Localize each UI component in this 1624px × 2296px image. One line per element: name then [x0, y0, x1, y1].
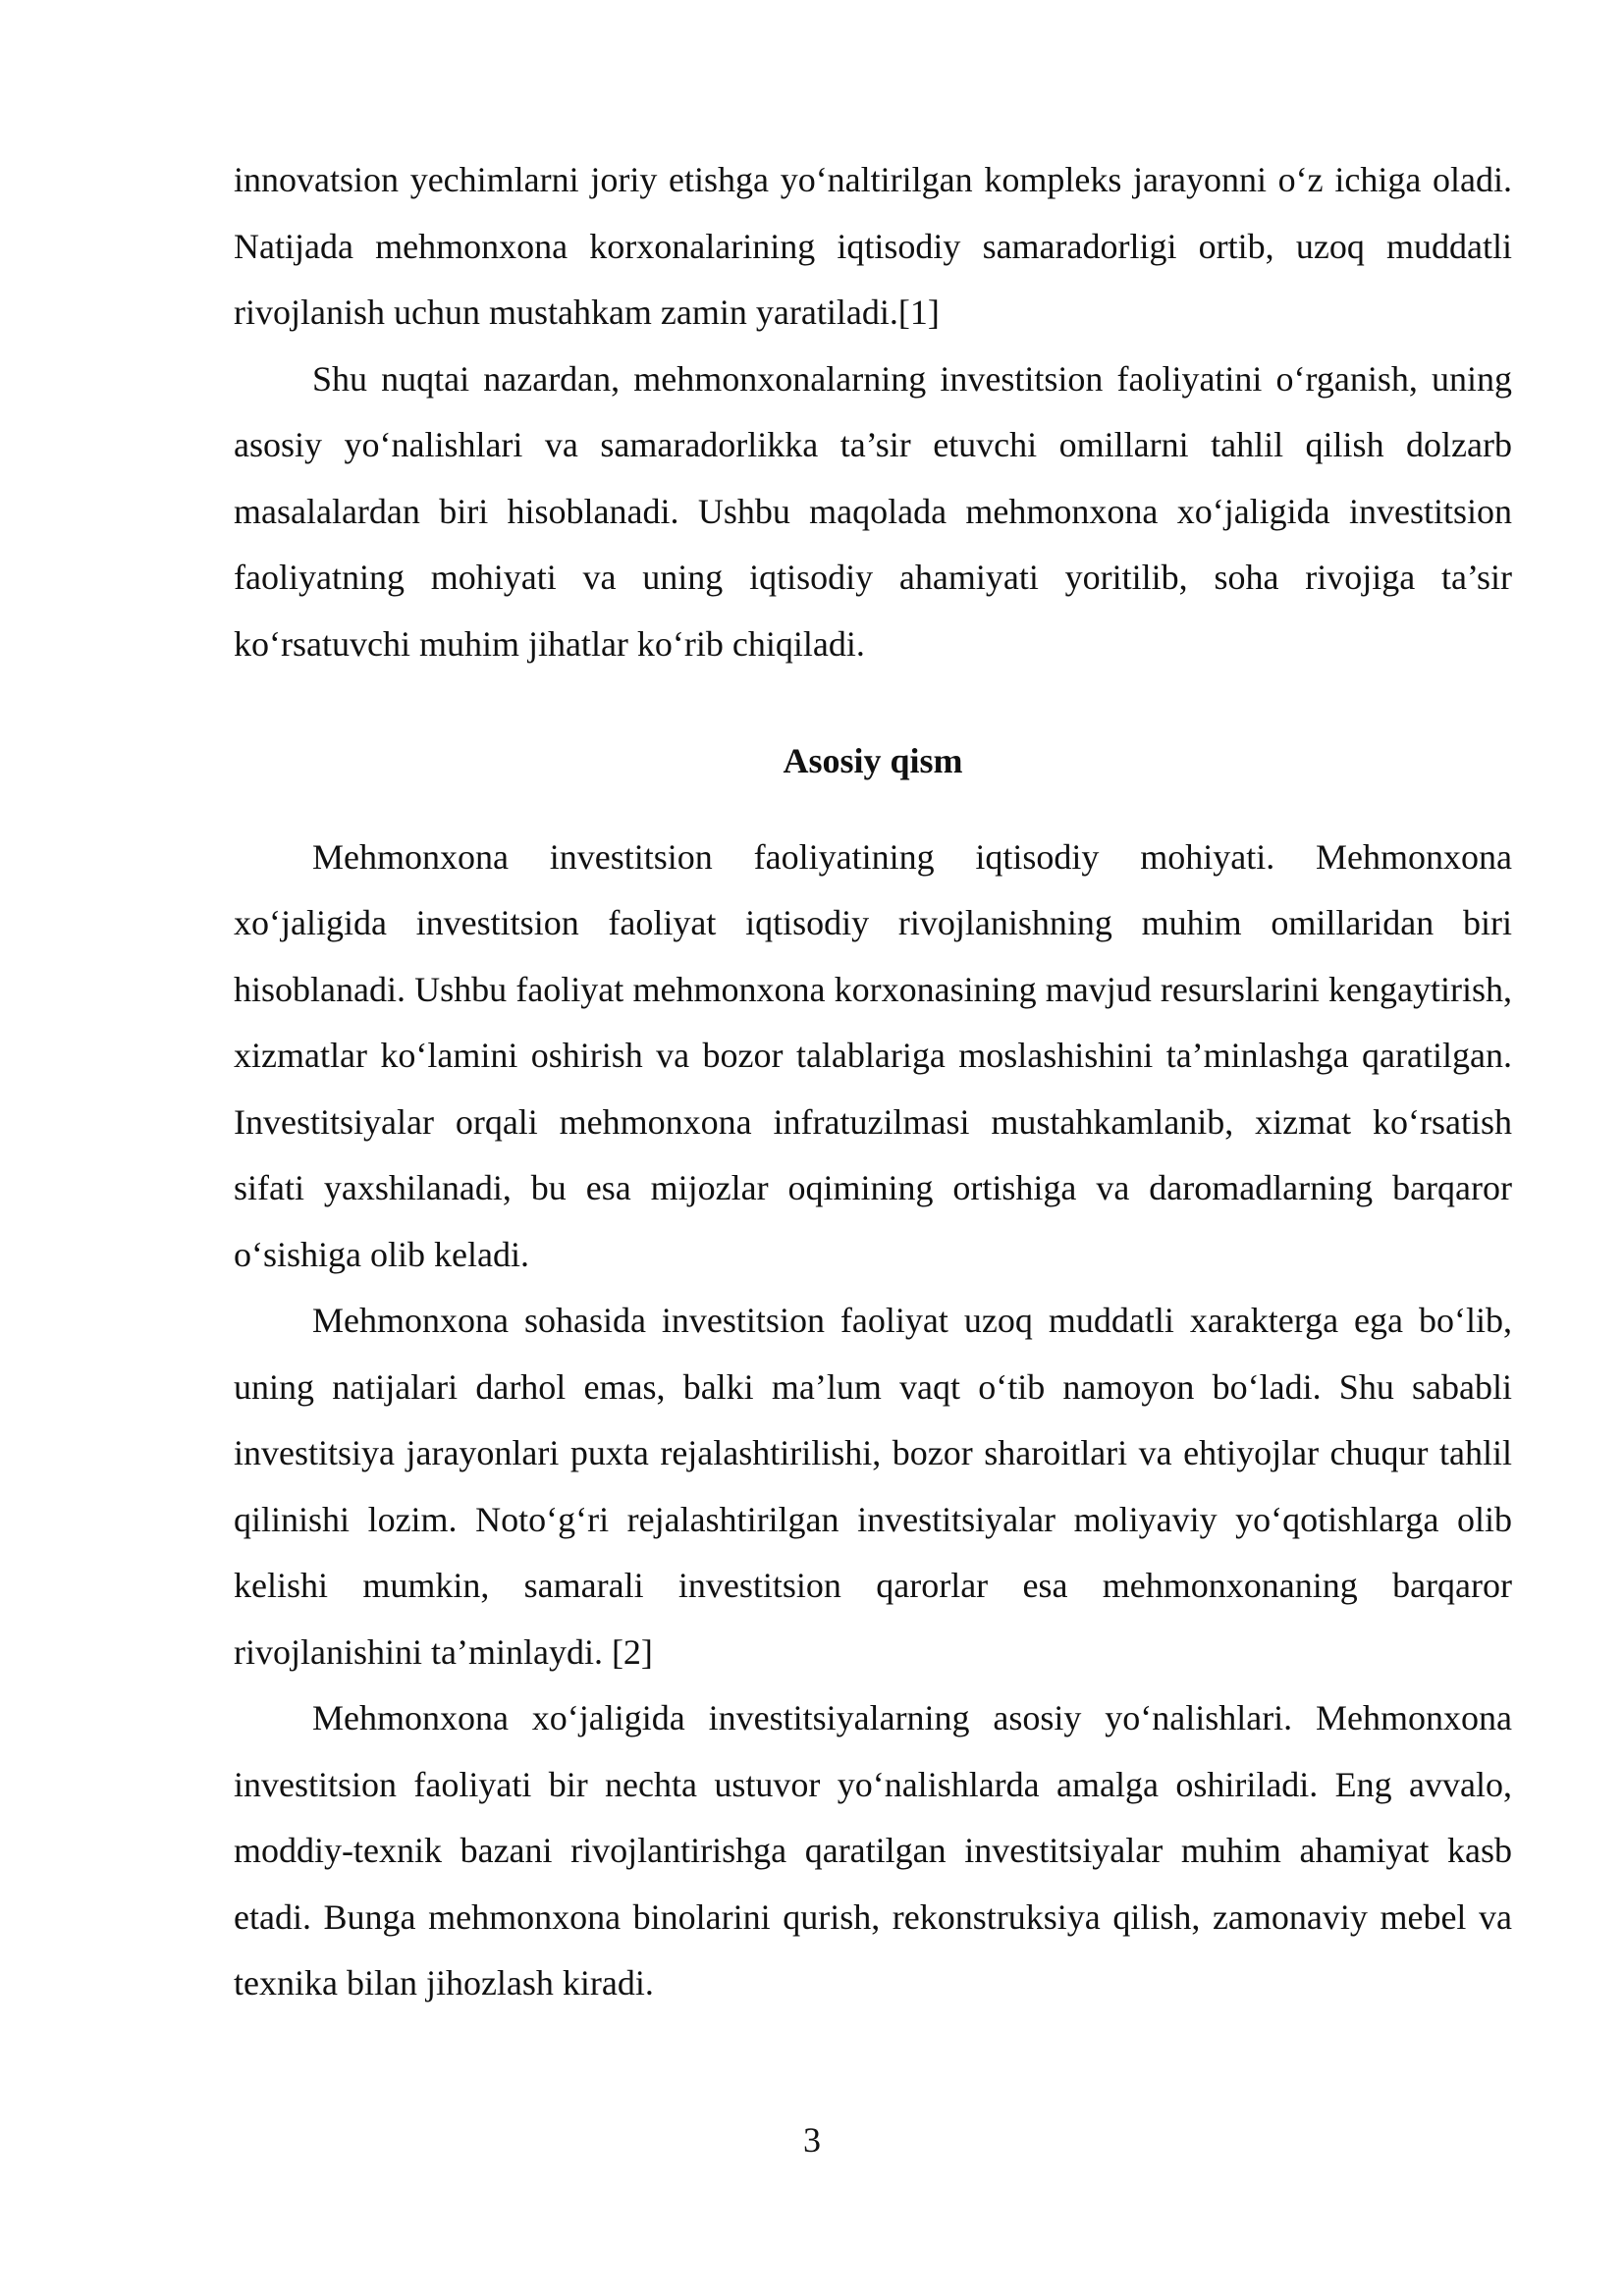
paragraph-intro-relevance: Shu nuqtai nazardan, mehmonxonalarning investitsion faoliyatini o‘rganish, uning asosiy yo‘nalishlari va samaradorlikka ta’sir etuvchi omillarni tahlil qilish dolzarb masalalardan biri hisoblanadi. Ushbu maqolada mehmonxona xo‘jaligida investitsion faoliyatning mohiyati va uning iqtisodiy ahamiyati yoritilib, soha rivojiga ta’sir ko‘rsatuvchi muhim jihatlar ko‘rib chiqiladi. — [234, 358, 1512, 664]
paragraph-economic-essence: Mehmonxona investitsion faoliyatining iqtisodiy mohiyati. Mehmonxona xo‘jaligida investitsion faoliyat iqtisodiy rivojlanishning muhim omillaridan biri hisoblanadi. Ushbu faoliyat mehmonxona korxonasining mavjud resurslarini kengaytirish, xizmatlar ko‘lamini oshirish va bozor talablariga moslashishini ta’minlashga qaratilgan. Investitsiyalar orqali mehmonxona infratuzilmasi mustahkamlanib, xizmat ko‘rsatish sifati yaxshilanadi, bu esa mijozlar oqimining ortishiga va daromadlarning barqaror o‘sishiga olib keladi. — [234, 836, 1512, 1274]
paragraph-long-term-character: Mehmonxona sohasida investitsion faoliyat uzoq muddatli xarakterga ega bo‘lib, uning natijalari darhol emas, balki ma’lum vaqt o‘tib namoyon bo‘ladi. Shu sababli investitsiya jarayonlari puxta rejalashtirilishi, bozor sharoitlari va ehtiyojlar chuqur tahlil qilinishi lozim. Noto‘g‘ri rejalashtirilgan investitsiyalar moliyaviy yo‘qotishlarga olib kelishi mumkin, samarali investitsion qarorlar esa mehmonxonaning barqaror rivojlanishini ta’minlaydi. [2] — [234, 1301, 1512, 1672]
paragraph-intro-continuation: innovatsion yechimlarni joriy etishga yo‘naltirilgan kompleks jarayonni o‘z ichiga oladi. Natijada mehmonxona korxonalarining iqtisodiy samaradorligi ortib, uzoq muddatli rivojlanish uchun mustahkam zamin yaratiladi.[1] — [234, 160, 1512, 332]
paragraph-investment-directions: Mehmonxona xo‘jaligida investitsiyalarning asosiy yo‘nalishlari. Mehmonxona investitsion faoliyati bir nechta ustuvor yo‘nalishlarda amalga oshiriladi. Eng avvalo, moddiy-texnik bazani rivojlantirishga qaratilgan investitsiyalar muhim ahamiyat kasb etadi. Bunga mehmonxona binolarini qurish, rekonstruksiya qilish, zamonaviy mebel va texnika bilan jihozlash kiradi. — [234, 1698, 1512, 2002]
spacer — [234, 795, 1512, 825]
spacer — [234, 677, 1512, 728]
page-body — [234, 147, 1512, 2017]
section-heading: Asosiy qism — [783, 741, 963, 780]
page-number: 3 — [803, 2120, 821, 2160]
